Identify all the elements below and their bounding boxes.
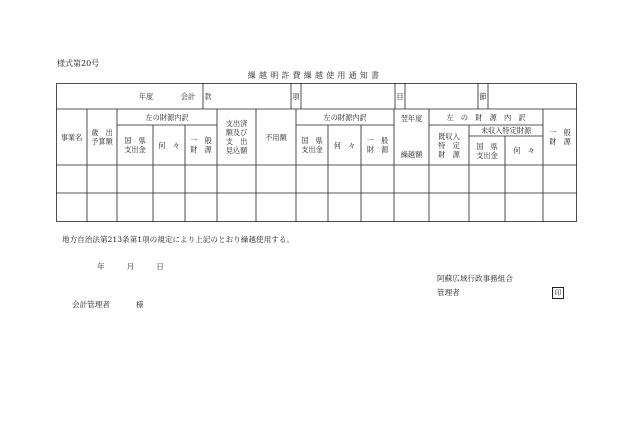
expenditure-budget-header: 歳 出 予算額 [91,128,113,146]
carryover-amount-header: 繰越額 [400,149,423,159]
national-pref-disbursement-header-2: 国 県 支出金 [301,136,323,154]
national-pref-disbursement-header: 国 県 支出金 [124,136,146,154]
date-line [97,263,164,271]
project-name-header: 事業名 [60,132,83,142]
general-revenue-header-3: 一 般 財 源 [549,128,571,146]
day-label: 日 [156,262,164,271]
account-label: 会計 [180,91,196,101]
year-label: 年 [97,262,105,271]
general-revenue-header-2: 一 般 財 源 [366,136,389,154]
funding-breakdown-header: 左の財源内訳 [145,112,189,122]
funding-breakdown-header-3: 左 の 財 源 内 訳 [446,112,526,122]
general-revenue-header: 一 般 財 源 [190,136,212,154]
setsu-label: 節 [479,91,487,101]
misc-header-2: 何 々 [333,140,356,150]
expended-forecast-header: 支出済 額及び 支 出 見込額 [225,119,248,155]
moku-label: 目 [396,91,404,101]
uncollected-specific-revenue-header: 未収入特定財源 [480,126,532,135]
issuer-title: 管理者 [437,288,460,297]
issuer-organization: 阿蘇広域行政事務組合 [437,274,513,283]
form-number: 様式第20号 [57,59,100,68]
addressee-honorific: 様 [135,300,144,309]
funding-breakdown-header-2: 左の財源内訳 [323,112,367,122]
addressee-title: 会計管理者 [72,300,110,309]
misc-header-3: 何 々 [513,146,535,155]
addressee-line [72,301,144,309]
fiscal-year-label: 年度 [138,91,154,101]
seal-mark: 印 [552,287,564,299]
collected-specific-revenue-header: 既収入 特 定 財 源 [438,131,460,159]
carryover-ledger-table [56,83,577,222]
national-pref-disbursement-header-3: 国 県 支出金 [476,141,498,160]
unused-amount-header: 不用額 [265,132,287,142]
next-fiscal-year-header: 翌年度 [400,113,423,123]
month-label: 月 [126,262,135,271]
kan-label: 款 [204,91,212,101]
misc-header: 何 々 [158,140,180,150]
document-title: 繰越明許費繰越使用通知書 [247,71,383,80]
legal-basis-text: 地方自治法第213条第1項の規定により上記のとおり繰越使用する。 [62,235,294,244]
kou-label: 項 [292,91,300,101]
